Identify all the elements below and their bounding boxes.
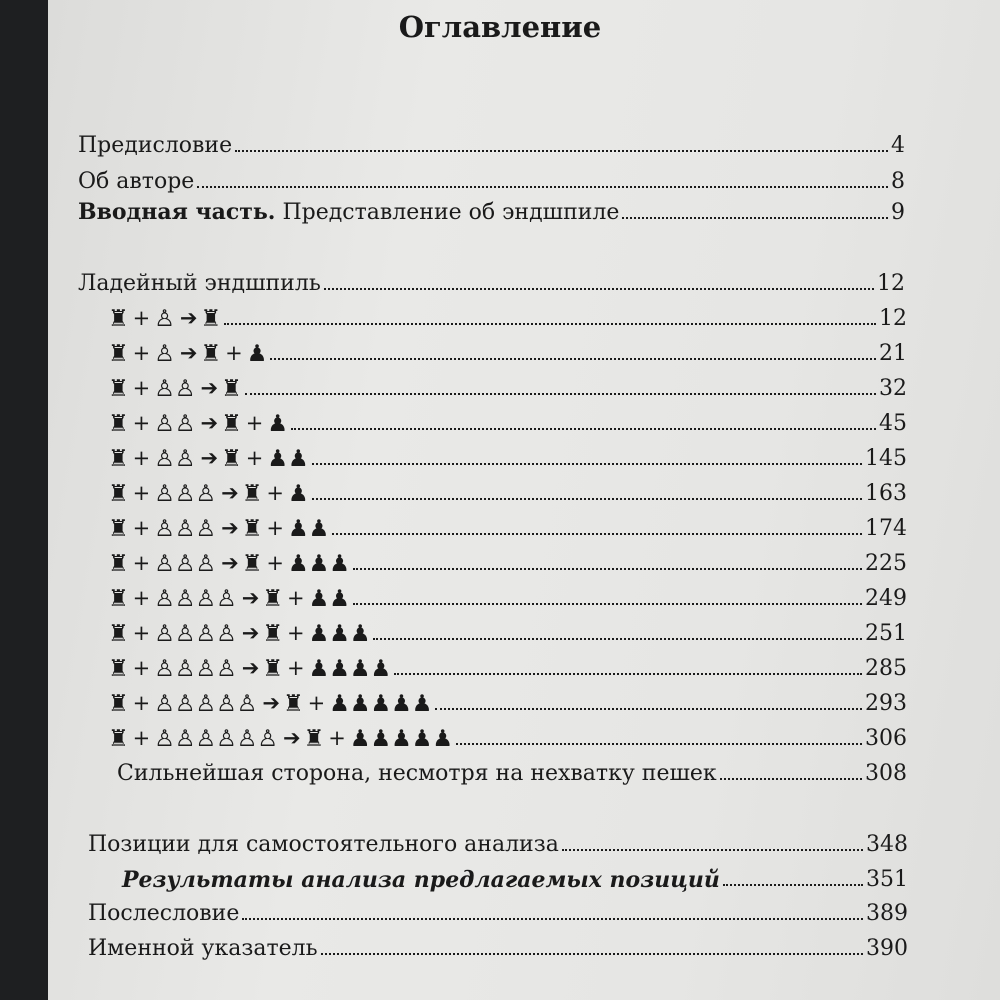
dot-leader	[723, 884, 863, 886]
black-rook-icon: ♜	[221, 411, 242, 437]
white-pawn-icon: ♙	[154, 656, 175, 682]
black-pawn-icon: ♟	[411, 726, 433, 752]
white-pawn-icon: ♙	[154, 691, 175, 717]
white-pawn-icon: ♙	[154, 341, 175, 367]
white-pawn-icon: ♙	[195, 586, 217, 612]
black-rook-icon: ♜	[241, 481, 263, 507]
entry-page: 174	[865, 516, 907, 541]
white-pawn-icon: ♙	[174, 551, 196, 577]
white-pawn-icon: ♙	[154, 376, 175, 402]
white-rook-icon: ♜	[108, 726, 129, 752]
entry-page: 390	[866, 936, 908, 961]
white-pawn-icon: ♙	[174, 656, 196, 682]
entry-label: Об авторе	[78, 169, 195, 194]
white-pawn-icon: ♙	[174, 586, 196, 612]
white-rook-icon: ♜	[108, 656, 129, 682]
entry-label: Ладейный эндшпиль	[78, 271, 321, 296]
toc-entry-about-author	[78, 166, 905, 196]
dot-leader	[242, 918, 863, 920]
white-pawn-icon: ♙	[154, 516, 175, 542]
black-pawn-icon: ♟	[329, 691, 350, 717]
entry-label: Именной указатель	[88, 936, 318, 961]
white-rook-icon: ♜	[108, 411, 129, 437]
black-pawn-icon: ♟	[391, 726, 412, 752]
dot-leader	[291, 428, 876, 430]
entry-label: Послесловие	[88, 901, 240, 926]
dot-leader	[435, 708, 862, 710]
white-pawn-icon: ♙	[236, 691, 258, 717]
dot-leader	[720, 778, 862, 780]
black-pawn-icon: ♟	[349, 621, 371, 647]
white-rook-icon: ♜	[108, 481, 129, 507]
entry-label: Предисловие	[78, 133, 233, 158]
toc-entry-endgame	[108, 548, 907, 578]
white-pawn-icon: ♙	[154, 726, 175, 752]
white-pawn-icon: ♙	[174, 516, 196, 542]
white-pawn-icon: ♙	[154, 551, 175, 577]
black-pawn-icon: ♟	[267, 446, 288, 472]
plus-sign: +	[132, 306, 151, 330]
white-pawn-icon: ♙	[154, 411, 175, 437]
white-rook-icon: ♜	[108, 446, 129, 472]
endgame-formula	[108, 444, 309, 473]
plus-sign: +	[266, 516, 284, 540]
endgame-formula	[108, 514, 329, 543]
white-rook-icon: ♜	[108, 341, 129, 367]
toc-entry-endgame	[108, 373, 907, 403]
endgame-formula	[108, 724, 453, 753]
plus-sign: +	[132, 656, 151, 680]
black-pawn-icon: ♟	[370, 726, 392, 752]
dot-leader	[245, 393, 876, 395]
black-rook-icon: ♜	[282, 691, 304, 717]
entry-page: 32	[879, 376, 907, 401]
endgame-formula	[108, 549, 350, 578]
arrow-icon: ➔	[241, 656, 260, 680]
black-rook-icon: ♜	[262, 656, 283, 682]
dot-leader	[312, 498, 862, 500]
entry-label: Сильнейшая сторона, несмотря на нехватку пешек	[117, 761, 717, 786]
black-rook-icon: ♜	[262, 586, 283, 612]
arrow-icon: ➔	[241, 586, 260, 610]
black-rook-icon: ♜	[262, 621, 283, 647]
toc-entry-endgame	[108, 688, 907, 718]
plus-sign: +	[132, 621, 151, 645]
arrow-icon: ➔	[221, 481, 239, 505]
toc-entry-endgame	[108, 618, 907, 648]
black-pawn-icon: ♟	[370, 656, 392, 682]
white-pawn-icon: ♙	[195, 726, 217, 752]
black-pawn-icon: ♟	[287, 551, 309, 577]
dot-leader	[332, 533, 862, 535]
endgame-formula	[108, 304, 221, 333]
toc-entry-endgame	[108, 653, 907, 683]
dot-leader	[270, 358, 876, 360]
toc-entry-introduction	[78, 197, 905, 227]
black-pawn-icon: ♟	[349, 691, 371, 717]
dot-leader	[321, 953, 863, 955]
endgame-formula	[108, 479, 309, 508]
black-pawn-icon: ♟	[308, 516, 330, 542]
white-rook-icon: ♜	[108, 551, 129, 577]
arrow-icon: ➔	[200, 411, 219, 435]
endgame-formula	[108, 619, 370, 648]
toc-entry-strongest-side	[117, 758, 907, 788]
white-pawn-icon: ♙	[174, 621, 196, 647]
toc-entry-preface	[78, 130, 905, 160]
endgame-formula	[108, 409, 288, 438]
plus-sign: +	[132, 516, 151, 540]
dot-leader	[235, 150, 888, 152]
entry-page: 225	[865, 551, 907, 576]
black-rook-icon: ♜	[303, 726, 325, 752]
entry-page: 163	[865, 481, 907, 506]
white-pawn-icon: ♙	[216, 726, 237, 752]
black-pawn-icon: ♟	[432, 726, 453, 752]
plus-sign: +	[307, 691, 326, 715]
entry-label-rest: Представление об эндшпиле	[275, 200, 620, 225]
toc-entry-endgame	[108, 583, 907, 613]
plus-sign: +	[245, 446, 264, 470]
white-rook-icon: ♜	[108, 621, 129, 647]
plus-sign: +	[266, 481, 284, 505]
white-pawn-icon: ♙	[216, 586, 237, 612]
endgame-formula	[108, 339, 267, 368]
plus-sign: +	[132, 376, 151, 400]
arrow-icon: ➔	[221, 551, 239, 575]
entry-page: 251	[865, 621, 907, 646]
black-pawn-icon: ♟	[329, 586, 350, 612]
toc-entry-positions-analysis	[88, 829, 908, 859]
black-rook-icon: ♜	[221, 376, 242, 402]
white-pawn-icon: ♙	[174, 691, 196, 717]
white-pawn-icon: ♙	[174, 446, 196, 472]
white-pawn-icon: ♙	[195, 621, 217, 647]
black-pawn-icon: ♟	[287, 516, 309, 542]
dot-leader	[373, 638, 862, 640]
dot-leader	[324, 288, 874, 290]
arrow-icon: ➔	[179, 306, 198, 330]
white-pawn-icon: ♙	[154, 621, 175, 647]
plus-sign: +	[286, 586, 305, 610]
dot-leader	[197, 186, 888, 188]
black-rook-icon: ♜	[200, 306, 222, 332]
endgame-formula	[108, 689, 432, 718]
white-pawn-icon: ♙	[216, 691, 237, 717]
entry-label: Результаты анализа предлагаемых позиций	[122, 867, 720, 893]
entry-page: 4	[891, 133, 905, 158]
entry-page: 389	[866, 901, 908, 926]
toc-entry-endgame	[108, 408, 907, 438]
plus-sign: +	[245, 411, 264, 435]
entry-page: 21	[879, 341, 907, 366]
plus-sign: +	[132, 691, 151, 715]
plus-sign: +	[132, 551, 151, 575]
dot-leader	[562, 849, 863, 851]
black-rook-icon: ♜	[221, 446, 242, 472]
white-pawn-icon: ♙	[257, 726, 278, 752]
entry-page: 351	[866, 867, 908, 892]
entry-page: 306	[865, 726, 907, 751]
black-rook-icon: ♜	[241, 551, 263, 577]
toc-entry-endgame	[108, 478, 907, 508]
white-rook-icon: ♜	[108, 691, 129, 717]
toc-entry-rook-endgame	[78, 268, 905, 298]
black-pawn-icon: ♟	[308, 656, 330, 682]
arrow-icon: ➔	[200, 446, 219, 470]
dot-leader	[224, 323, 876, 325]
arrow-icon: ➔	[179, 341, 198, 365]
plus-sign: +	[132, 586, 151, 610]
dot-leader	[394, 673, 862, 675]
arrow-icon: ➔	[262, 691, 280, 715]
white-rook-icon: ♜	[108, 376, 129, 402]
plus-sign: +	[225, 341, 243, 365]
dot-leader	[312, 463, 862, 465]
black-pawn-icon: ♟	[287, 446, 309, 472]
black-pawn-icon: ♟	[308, 551, 330, 577]
white-pawn-icon: ♙	[195, 551, 217, 577]
white-pawn-icon: ♙	[195, 516, 217, 542]
white-rook-icon: ♜	[108, 586, 129, 612]
white-rook-icon: ♜	[108, 516, 129, 542]
toc-entry-endgame	[108, 303, 907, 333]
black-pawn-icon: ♟	[329, 656, 350, 682]
plus-sign: +	[132, 481, 151, 505]
plus-sign: +	[132, 446, 151, 470]
arrow-icon: ➔	[282, 726, 301, 750]
white-pawn-icon: ♙	[174, 411, 196, 437]
toc-entry-endgame	[108, 443, 907, 473]
white-pawn-icon: ♙	[154, 306, 175, 332]
endgame-formula	[108, 584, 350, 613]
entry-page: 12	[877, 271, 905, 296]
black-pawn-icon: ♟	[329, 551, 350, 577]
entry-page: 293	[865, 691, 907, 716]
entry-label-bold: Вводная часть.	[78, 199, 276, 225]
entry-page: 249	[865, 586, 907, 611]
white-pawn-icon: ♙	[236, 726, 258, 752]
black-pawn-icon: ♟	[370, 691, 392, 717]
plus-sign: +	[132, 411, 151, 435]
dot-leader	[456, 743, 862, 745]
white-pawn-icon: ♙	[174, 376, 196, 402]
entry-page: 12	[879, 306, 907, 331]
white-pawn-icon: ♙	[216, 656, 237, 682]
entry-page: 285	[865, 656, 907, 681]
plus-sign: +	[132, 726, 151, 750]
white-pawn-icon: ♙	[154, 446, 175, 472]
toc-entry-endgame	[108, 723, 907, 753]
white-pawn-icon: ♙	[154, 481, 175, 507]
white-pawn-icon: ♙	[154, 586, 175, 612]
entry-label: Позиции для самостоятельного анализа	[88, 832, 559, 857]
toc-entry-name-index	[88, 933, 908, 963]
entry-page: 9	[891, 200, 905, 225]
entry-page: 145	[865, 446, 907, 471]
arrow-icon: ➔	[200, 376, 219, 400]
toc-entry-analysis-results	[122, 864, 908, 894]
black-pawn-icon: ♟	[411, 691, 433, 717]
plus-sign: +	[286, 656, 305, 680]
white-pawn-icon: ♙	[195, 481, 217, 507]
black-pawn-icon: ♟	[267, 411, 288, 437]
entry-label	[78, 198, 619, 227]
black-rook-icon: ♜	[241, 516, 263, 542]
white-pawn-icon: ♙	[174, 726, 196, 752]
entry-page: 45	[879, 411, 907, 436]
endgame-formula	[108, 374, 242, 403]
white-pawn-icon: ♙	[216, 621, 237, 647]
dot-leader	[622, 217, 888, 219]
black-pawn-icon: ♟	[308, 586, 330, 612]
entry-page: 348	[866, 832, 908, 857]
plus-sign: +	[132, 341, 151, 365]
black-pawn-icon: ♟	[329, 621, 350, 647]
dot-leader	[353, 568, 862, 570]
white-pawn-icon: ♙	[195, 691, 217, 717]
plus-sign: +	[266, 551, 284, 575]
white-pawn-icon: ♙	[195, 656, 217, 682]
plus-sign: +	[286, 621, 305, 645]
plus-sign: +	[328, 726, 346, 750]
endgame-formula	[108, 654, 391, 683]
black-pawn-icon: ♟	[349, 726, 371, 752]
arrow-icon: ➔	[221, 516, 239, 540]
black-pawn-icon: ♟	[349, 656, 371, 682]
entry-page: 308	[865, 761, 907, 786]
white-pawn-icon: ♙	[174, 481, 196, 507]
black-rook-icon: ♜	[200, 341, 222, 367]
dot-leader	[353, 603, 862, 605]
black-pawn-icon: ♟	[391, 691, 412, 717]
black-pawn-icon: ♟	[287, 481, 309, 507]
black-pawn-icon: ♟	[246, 341, 268, 367]
toc-entry-afterword	[88, 898, 908, 928]
entry-page: 8	[891, 169, 905, 194]
toc-entry-endgame	[108, 338, 907, 368]
black-pawn-icon: ♟	[308, 621, 330, 647]
white-rook-icon: ♜	[108, 306, 129, 332]
arrow-icon: ➔	[241, 621, 260, 645]
toc-entry-endgame	[108, 513, 907, 543]
page-title: Оглавление	[398, 10, 602, 44]
